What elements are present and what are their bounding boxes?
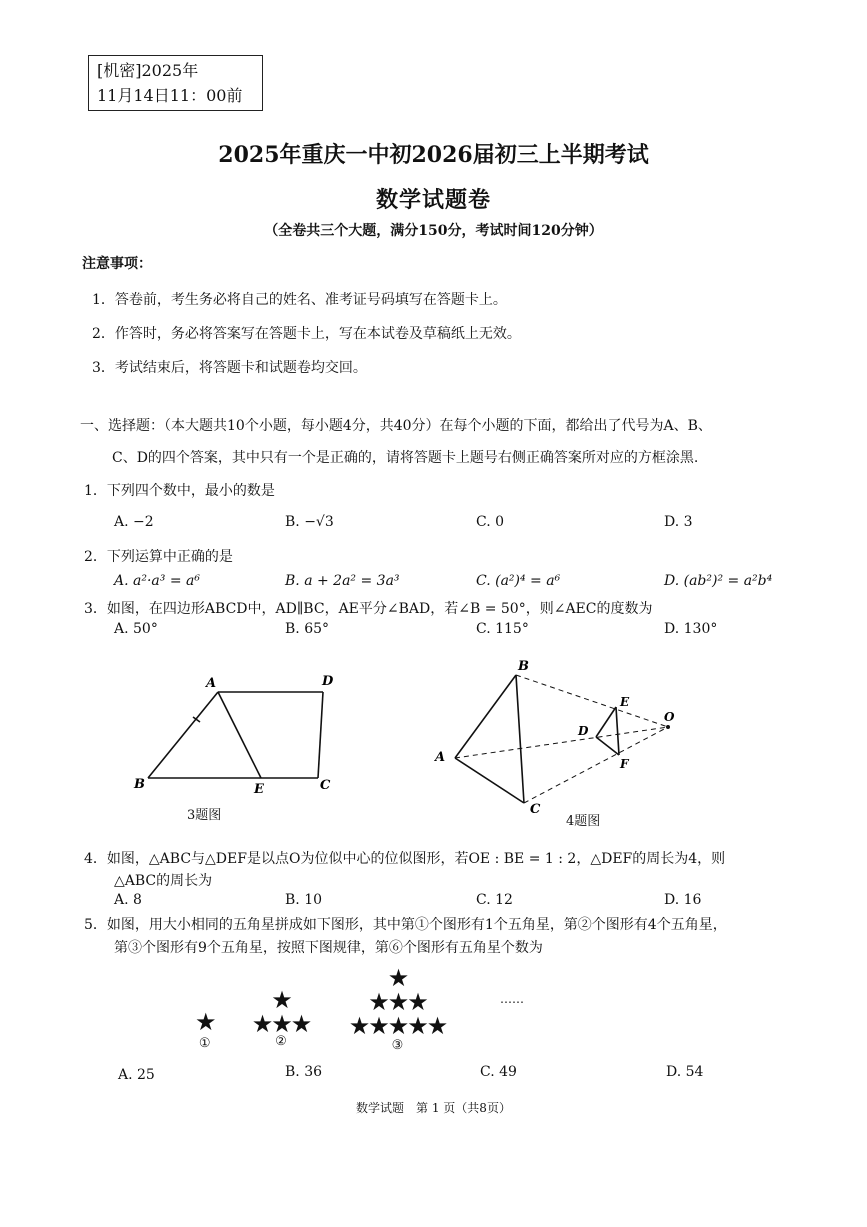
figure-3-caption: 3题图: [187, 808, 222, 823]
notice-item: 3．考试结束后，将答题卡和试题卷均交回。: [92, 360, 367, 376]
star-figure-2: [246, 988, 316, 1049]
star-ellipsis: ……: [500, 992, 524, 1006]
secret-line-1: [机密]2025年: [97, 61, 199, 80]
point-o: [666, 725, 670, 729]
star-row: ★★★★★: [348, 1012, 447, 1040]
q2-option-b: B. a + 2a² = 3a³: [285, 573, 400, 589]
paper-title: 数学试题卷: [375, 187, 491, 213]
q3-stem: 3．如图，在四边形ABCD中，AD∥BC，AE平分∠BAD，若∠B = 50°，则∠AEC的度数为: [84, 601, 653, 617]
fig4-label-a: A: [435, 750, 446, 765]
figure-4-caption: 4题图: [566, 814, 601, 829]
q4-stem-line-1: 4．如图，△ABC与△DEF是以点O为位似中心的位似图形，若OE : BE = 1 : 2，△DEF的周长为4，则: [84, 851, 726, 867]
star-row: ★: [271, 986, 291, 1014]
q3-option-b: B. 65°: [285, 621, 330, 637]
q1-option-b: B. −√3: [285, 514, 334, 530]
secret-line-2: 11月14日11：00前: [97, 86, 243, 105]
q4-option-c: C. 12: [476, 892, 513, 908]
star-figure-1: [195, 1010, 215, 1051]
section-intro-line-2: C、D的四个答案，其中只有一个是正确的，请将答题卡上题号右侧正确答案所对应的方框涂黑.: [112, 450, 699, 466]
star-figure-2-label: ②: [275, 1034, 287, 1049]
q5-stem-line-2: 第③个图形有9个五角星，按照下图规律，第⑥个图形有五角星个数为: [114, 940, 543, 956]
q2-option-d: D. (ab²)² = a²b⁴: [664, 573, 773, 589]
star-row: ★: [387, 964, 408, 992]
fig3-label-a: A: [206, 676, 217, 691]
q4-option-d: D. 16: [664, 892, 702, 908]
q1-option-c: C. 0: [476, 514, 505, 530]
q4-stem-line-2: △ABC的周长为: [114, 873, 213, 889]
fig4-label-f: F: [620, 757, 629, 771]
secret-stamp: [88, 55, 263, 111]
q4-option-b: B. 10: [285, 892, 323, 908]
notice-item: 2．作答时，务必将答案写在答题卡上，写在本试卷及草稿纸上无效。: [92, 326, 521, 342]
notice-item: 1．答卷前，考生务必将自己的姓名、准考证号码填写在答题卡上。: [92, 292, 507, 308]
q3-option-d: D. 130°: [664, 621, 718, 637]
fig4-label-c: C: [530, 802, 541, 817]
star-row: ★★★: [368, 988, 427, 1016]
star-figure-1-label: ①: [198, 1036, 211, 1051]
q1-option-d: D. 3: [664, 514, 693, 530]
q5-option-b: B. 36: [285, 1064, 323, 1080]
star-figure-3-label: ③: [391, 1038, 404, 1053]
q2-stem: 2．下列运算中正确的是: [84, 549, 233, 565]
star-row: ★: [195, 1008, 215, 1036]
q2-option-a: A. a²·a³ = a⁶: [114, 573, 200, 589]
q5-option-a: A. 25: [118, 1067, 155, 1083]
q5-option-c: C. 49: [480, 1064, 517, 1080]
fig3-label-e: E: [254, 782, 264, 797]
q3-option-c: C. 115°: [476, 621, 529, 637]
section-intro-line-1: 一、选择题：（本大题共10个小题，每小题4分，共40分）在每个小题的下面，都给出了代号为A、B、: [80, 418, 712, 434]
fig4-label-e: E: [620, 695, 630, 709]
q1-stem: 1．下列四个数中，最小的数是: [84, 483, 275, 499]
figure-3-quadrilateral: [120, 665, 350, 825]
q4-option-a: A. 8: [114, 892, 142, 908]
star-row: ★★★: [251, 1010, 311, 1038]
exam-title: 2025年重庆一中初2026届初三上半期考试: [218, 142, 649, 168]
q3-option-a: A. 50°: [114, 621, 158, 637]
notice-heading: 注意事项：: [82, 256, 152, 272]
exam-info: （全卷共三个大题，满分150分，考试时间120分钟）: [264, 223, 603, 239]
figure-4-homothety: [430, 655, 690, 820]
q1-option-a: A. −2: [114, 514, 154, 530]
fig4-label-d: D: [578, 724, 589, 738]
fig4-label-o: O: [664, 710, 675, 724]
star-figure-3: [340, 966, 455, 1053]
q5-option-d: D. 54: [666, 1064, 704, 1080]
fig3-label-c: C: [320, 778, 331, 793]
fig3-label-b: B: [134, 777, 145, 792]
page-footer: 数学试题 第 1 页（共8页）: [356, 1101, 511, 1115]
q5-stem-line-1: 5．如图，用大小相同的五角星拼成如下图形，其中第①个图形有1个五角星，第②个图形有4个五角星，: [84, 917, 727, 933]
q2-option-c: C. (a²)⁴ = a⁶: [476, 573, 561, 589]
fig4-label-b: B: [518, 659, 529, 674]
fig3-label-d: D: [322, 674, 334, 689]
